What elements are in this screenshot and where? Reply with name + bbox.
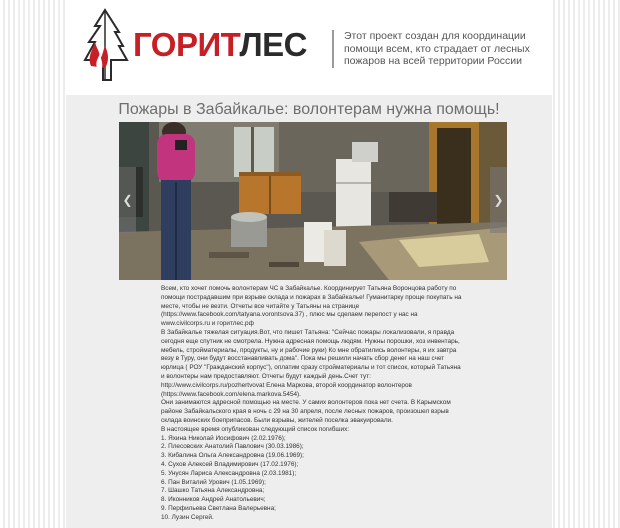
logo-text-red: ГОРИТ	[133, 26, 240, 63]
article-paragraph: В настоящее время опубликован следующий список погибших:	[161, 425, 350, 433]
article-body	[161, 285, 466, 523]
article-title: Пожары в Забайкалье: волонтерам нужна помощь!	[118, 101, 500, 118]
list-item: 5. Унусян Лариса Александровна (2.03.1981);	[161, 469, 297, 477]
main-content	[66, 95, 552, 528]
list-item: 7. Шашко Татьяна Александровна;	[161, 487, 265, 495]
burning-tree-logo-icon	[83, 6, 133, 84]
list-item: 1. Яхина Николай Иосифович (2.02.1976);	[161, 434, 286, 442]
slider-prev-button[interactable]	[119, 167, 136, 233]
site-header	[66, 0, 552, 95]
chevron-left-icon: ❮	[122, 193, 133, 207]
photo-slider[interactable]	[119, 122, 507, 280]
damaged-house-photo	[119, 122, 507, 280]
list-item: 9. Перфильева Светлана Валерьевна;	[161, 504, 276, 512]
list-item: 2. Плесовских Анатолий Павлович (30.03.1986);	[161, 443, 304, 451]
site-logo[interactable]	[83, 6, 313, 84]
victims-list	[161, 435, 466, 523]
article-paragraph: В Забайкалье тяжелая ситуация.Вот, что пишет Татьяна: "Сейчас пожары локализовали, я правда сегодня еще спутник не смотрела. Нужна адресная помощь людям. Нужны порошки, хоз инвентарь, мебель, стройматериалы, продукты, ну и рабочие руки) Ко мне обратились волонтеры, я их завтра везу в Туру, они будут восстанавливать дома". Пока мы решили начать сбор денег на наш счет юрлица ( РОУ "Гражданский корпус"), оплатим сразу стройматериалы и тот список, который Татьяна и волонтеры нам предоставляют. Отчеты будут каждый день.Счет тут: http://www.civilcorps.ru/pozhertvovat Елена Маркова, второй координатор волонтеров (https://www.facebook.com/elena.markova.5454).	[161, 328, 461, 398]
list-item: 3. Кибалина Ольга Александровна (19.06.1969);	[161, 452, 304, 460]
chevron-right-icon: ❯	[493, 193, 504, 207]
article-paragraph: Всем, кто хочет помочь волонтерам ЧС в Забайкалье. Координирует Татьяна Воронцова работу по помощи пострадавшим при взрыве склада и пожарах в Забайкалье! Гуманитарку проще покупать на месте, чтобы не везти. Отчеты все читайте у Татьяны на странице (https://www.facebook.com/tatyana.vorontsova.37) , плюс мы сделаем перепост у нас на www.civilcorps.ru и горитлес.рф	[161, 285, 462, 328]
slider-next-button[interactable]	[490, 167, 507, 233]
list-item: 10. Лузин Сергей.	[161, 513, 214, 521]
article-paragraph: Они занимаются адресной помощью на месте. У самих волонтеров пока нет счета. В Карымском районе Забайкальского края в ночь с 29 на 30 апреля, после лесных пожаров, произошел взрыв склада воинских боеприпасов. Были взрывы, жителей поселка эвакуировали.	[161, 399, 451, 424]
logo-wordmark	[133, 28, 307, 62]
list-item: 6. Пан Виталий Урович (1.05.1969);	[161, 478, 266, 486]
page	[66, 0, 552, 528]
site-tagline: Этот проект создан для координации помощи всем, кто страдает от лесных пожаров на всей территории России	[332, 30, 554, 68]
list-item: 4. Сухов Алексей Владимирович (17.02.1976);	[161, 460, 299, 468]
logo-text-dark: ЛЕС	[239, 26, 308, 63]
list-item: 8. Иконников Андрей Анатольевич;	[161, 496, 266, 504]
